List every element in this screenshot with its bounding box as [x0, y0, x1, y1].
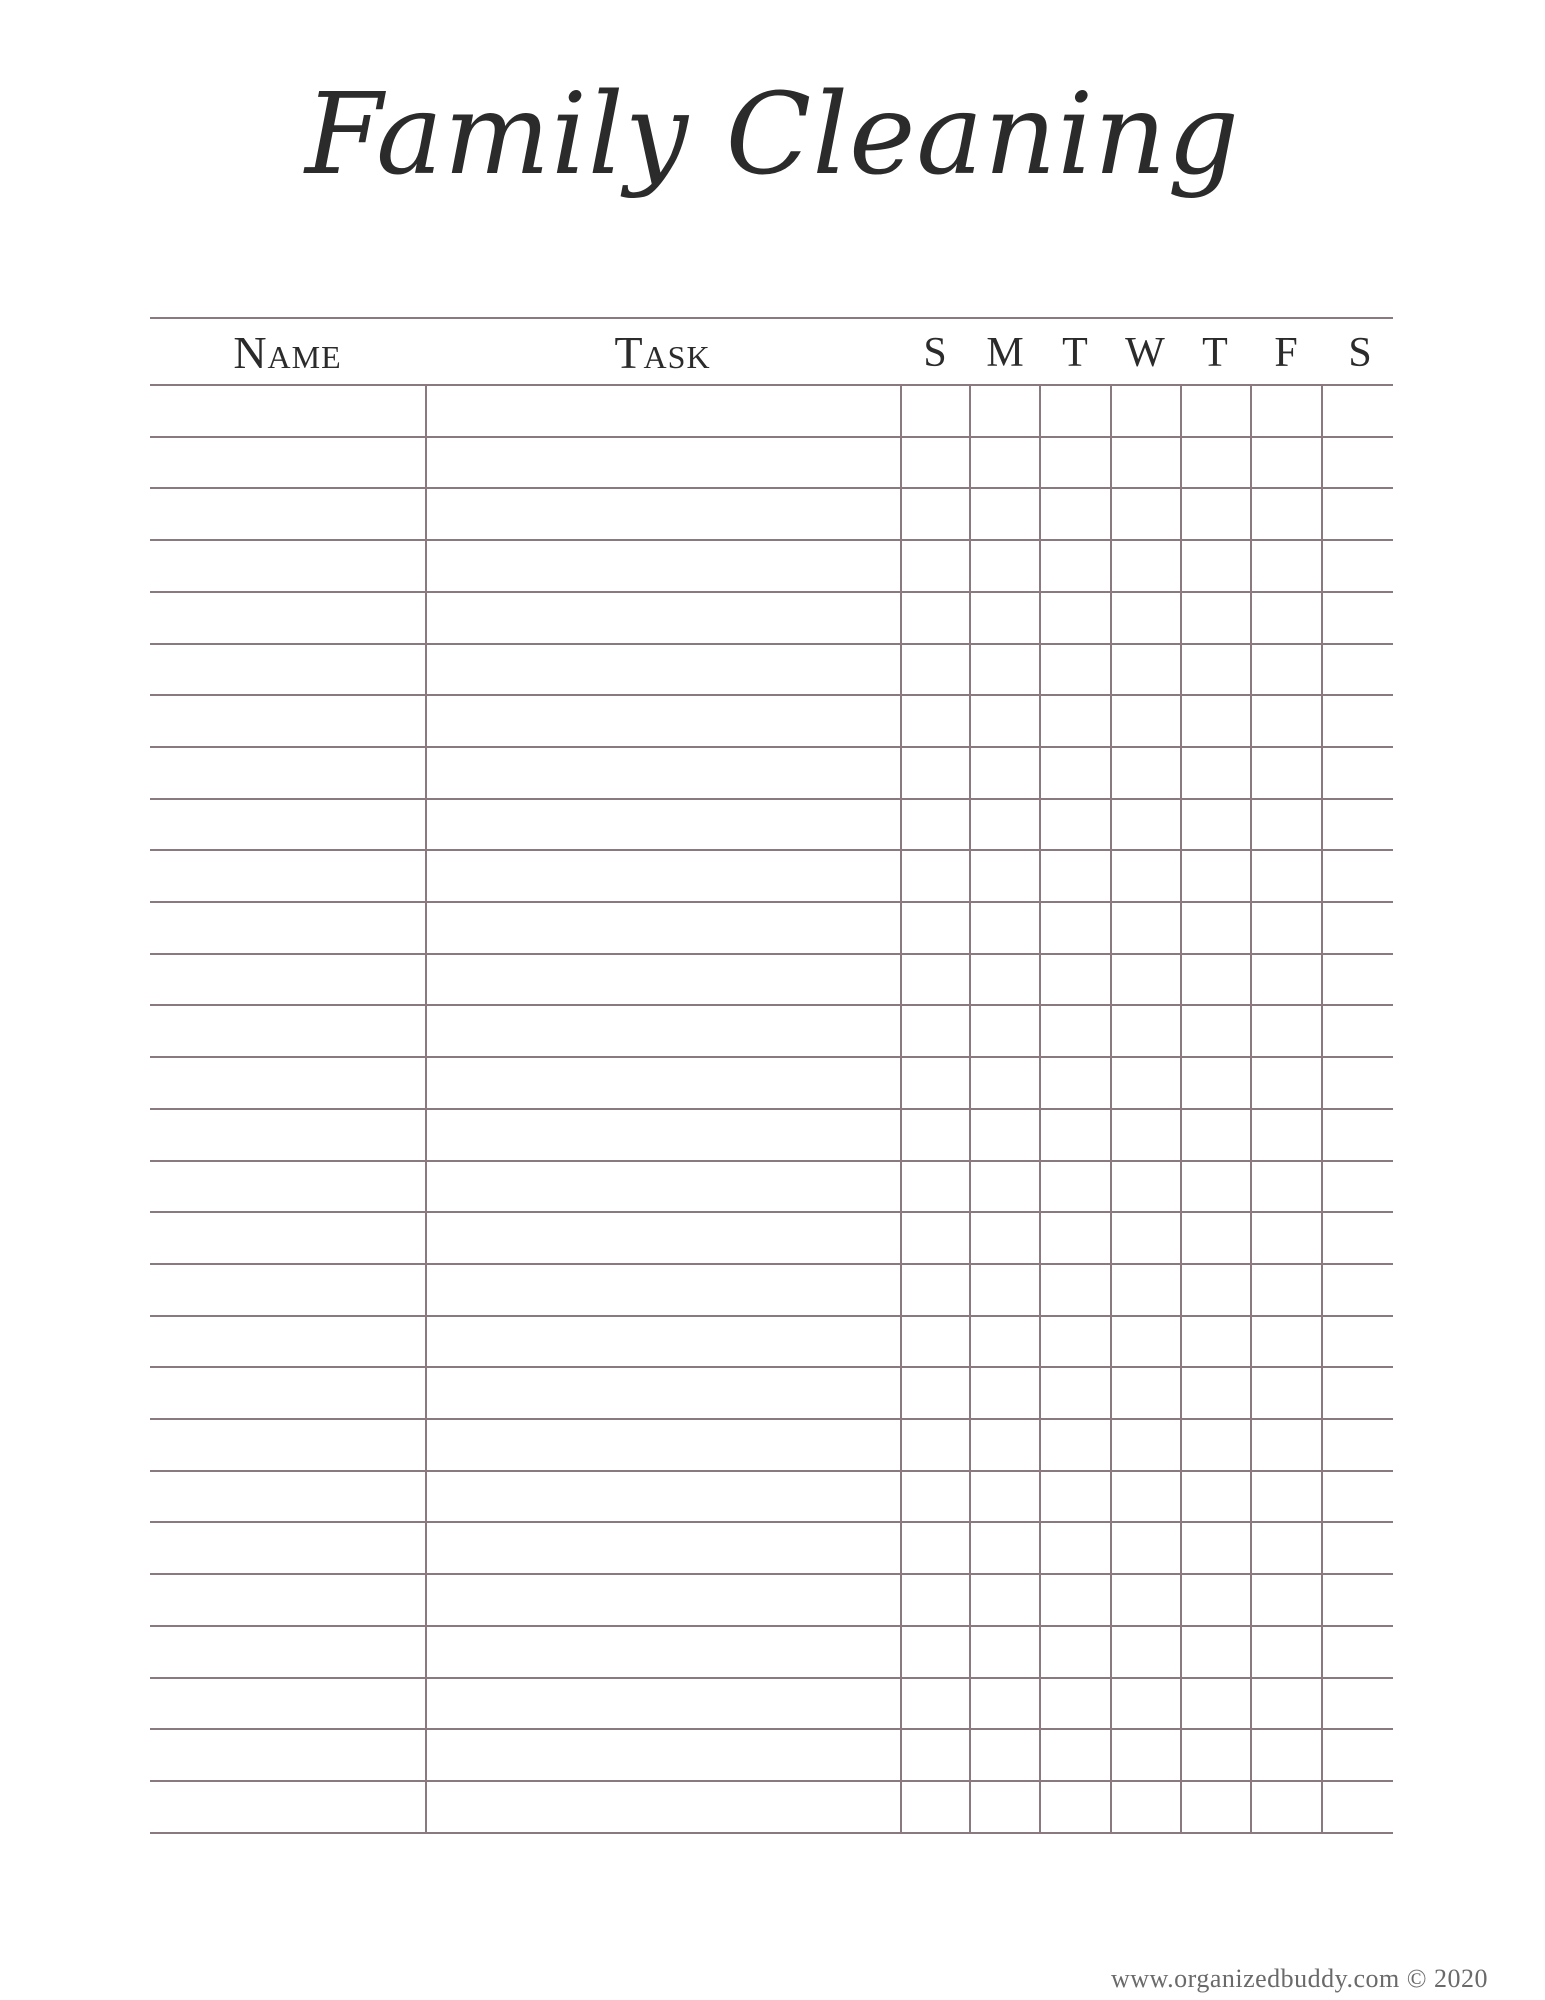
day-header: T: [1062, 330, 1088, 376]
table-row-rule: [150, 1366, 1393, 1368]
day-header: S: [1348, 330, 1372, 376]
table-row-rule: [150, 1056, 1393, 1058]
table-row-rule: [150, 1315, 1393, 1317]
day-header: S: [923, 330, 947, 376]
table-row-rule: [150, 436, 1393, 438]
table-column-rule: [900, 386, 902, 1834]
table-column-rule: [1321, 386, 1323, 1834]
table-row-rule: [150, 1263, 1393, 1265]
table-row-rule: [150, 1211, 1393, 1213]
table-row-rule: [150, 901, 1393, 903]
table-row-rule: [150, 1004, 1393, 1006]
day-header: T: [1202, 330, 1228, 376]
table-row-rule: [150, 591, 1393, 593]
day-header: W: [1125, 330, 1165, 376]
table-row-rule: [150, 746, 1393, 748]
table-row-rule: [150, 1677, 1393, 1679]
cleaning-chart-table: [150, 317, 1393, 1834]
table-top-rule: [150, 317, 1393, 319]
table-row-rule: [150, 953, 1393, 955]
table-row-rule: [150, 1108, 1393, 1110]
table-row-rule: [150, 1418, 1393, 1420]
table-row-rule: [150, 694, 1393, 696]
table-column-rule: [969, 386, 971, 1834]
column-header-task: Task: [614, 327, 711, 378]
day-header: M: [986, 330, 1024, 376]
table-row-rule: [150, 539, 1393, 541]
header-bottom-rule: [150, 384, 1393, 386]
table-row-rule: [150, 1573, 1393, 1575]
table-row-rule: [150, 849, 1393, 851]
footer-copyright: www.organizedbuddy.com © 2020: [1110, 1964, 1488, 1993]
table-row-rule: [150, 1470, 1393, 1472]
table-column-rule: [425, 386, 427, 1834]
table-row-rule: [150, 1625, 1393, 1627]
table-row-rule: [150, 1832, 1393, 1834]
table-row-rule: [150, 1780, 1393, 1782]
day-header: F: [1274, 330, 1298, 376]
table-column-rule: [1039, 386, 1041, 1834]
table-row-rule: [150, 1521, 1393, 1523]
table-row-rule: [150, 1160, 1393, 1162]
table-row-rule: [150, 487, 1393, 489]
table-row-rule: [150, 643, 1393, 645]
column-header-name: Name: [233, 327, 342, 378]
page-title: Family Cleaning: [305, 70, 1240, 200]
table-row-rule: [150, 798, 1393, 800]
table-column-rule: [1180, 386, 1182, 1834]
table-column-rule: [1250, 386, 1252, 1834]
table-column-rule: [1110, 386, 1112, 1834]
table-row-rule: [150, 1728, 1393, 1730]
